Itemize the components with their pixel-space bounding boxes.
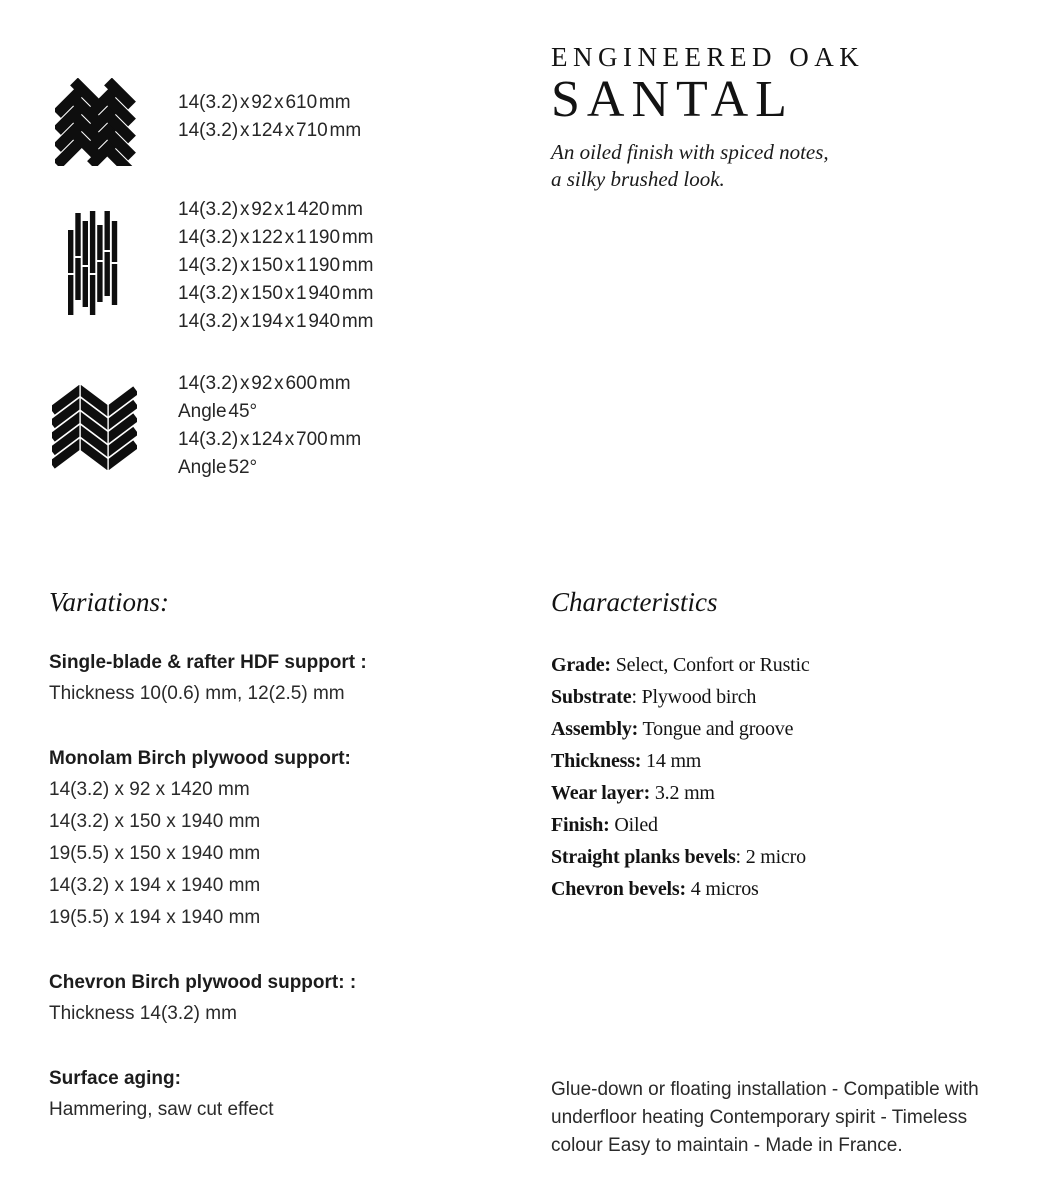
variation-heading: Monolam Birch plywood support:: [49, 748, 351, 769]
variation-line: 14(3.2) x 194 x 1940 mm: [49, 875, 261, 896]
characteristic-value: 14 mm: [641, 750, 702, 772]
dimension-line: 14(3.2) x 150 x 1 940 mm: [178, 283, 374, 304]
characteristic-value: : Plywood birch: [631, 686, 757, 708]
characteristic-row: [551, 777, 810, 809]
characteristic-value: Tongue and groove: [638, 718, 794, 740]
characteristics-list: [551, 649, 810, 905]
characteristic-row: [551, 713, 810, 745]
characteristic-row: [551, 649, 810, 681]
dimension-line: 14(3.2) x 92 x 600 mm: [178, 373, 351, 394]
variation-section: [49, 744, 367, 934]
variation-line: 19(5.5) x 150 x 1940 mm: [49, 843, 261, 864]
variation-section: [49, 648, 367, 710]
installation-note-line: Glue-down or floating installation - Compatible with: [551, 1079, 979, 1100]
dimension-line: 14(3.2) x 92 x 610 mm: [178, 92, 351, 113]
characteristic-label: Thickness:: [551, 750, 642, 772]
tagline-line: a silky brushed look.: [551, 167, 725, 191]
characteristics-title: Characteristics: [551, 587, 718, 617]
characteristic-label: Substrate: [551, 686, 632, 708]
product-tagline: [551, 139, 864, 193]
characteristic-row: [551, 841, 810, 873]
characteristic-row: [551, 745, 810, 777]
dimension-line: 14(3.2) x 124 x 710 mm: [178, 120, 362, 141]
variation-line: Thickness 10(0.6) mm, 12(2.5) mm: [49, 683, 345, 704]
dimension-line: 14(3.2) x 92 x 1 420 mm: [178, 199, 363, 220]
variation-heading: Single-blade & rafter HDF support :: [49, 652, 367, 673]
herringbone-dimensions: [178, 89, 361, 145]
dimension-line: 14(3.2) x 122 x 1 190 mm: [178, 227, 374, 248]
characteristic-label: Straight planks bevels: [551, 846, 736, 868]
characteristic-value: : 2 micro: [735, 846, 806, 868]
variation-line: Thickness 14(3.2) mm: [49, 1003, 237, 1024]
characteristic-label: Chevron bevels:: [551, 878, 686, 900]
installation-note-line: colour Easy to maintain - Made in France.: [551, 1135, 903, 1156]
characteristic-value: 4 micros: [685, 878, 759, 900]
product-header: [551, 42, 864, 193]
planks-dimensions: [178, 196, 374, 336]
characteristic-value: 3.2 mm: [650, 782, 715, 804]
installation-note-line: underfloor heating Contemporary spirit - Timeless: [551, 1107, 968, 1128]
herringbone-icon: [55, 78, 137, 166]
characteristic-label: Wear layer:: [551, 782, 651, 804]
variation-line: 14(3.2) x 92 x 1420 mm: [49, 779, 250, 800]
chevron-icon: [52, 385, 137, 470]
variations-list: [49, 648, 367, 1126]
variations-title: Variations:: [49, 587, 170, 617]
collection-name: ENGINEERED OAK: [551, 42, 865, 72]
chevron-dimensions: [178, 370, 361, 482]
planks-icon: [68, 210, 118, 316]
characteristic-value: Oiled: [609, 814, 658, 836]
characteristic-label: Finish:: [551, 814, 610, 836]
characteristic-row: [551, 873, 810, 905]
tagline-line: An oiled finish with spiced notes,: [551, 140, 829, 164]
variation-heading: Chevron Birch plywood support: :: [49, 972, 357, 993]
characteristic-row: [551, 809, 810, 841]
characteristics-section: [551, 585, 810, 905]
characteristic-row: [551, 681, 810, 713]
characteristic-label: Grade:: [551, 654, 611, 676]
variation-line: Hammering, saw cut effect: [49, 1099, 274, 1120]
dimension-line: 14(3.2) x 124 x 700 mm: [178, 429, 362, 450]
variation-line: 14(3.2) x 150 x 1940 mm: [49, 811, 261, 832]
variation-heading: Surface aging:: [49, 1068, 181, 1089]
characteristic-label: Assembly:: [551, 718, 639, 740]
variation-line: 19(5.5) x 194 x 1940 mm: [49, 907, 261, 928]
installation-note: [551, 1076, 979, 1160]
dimension-line: 14(3.2) x 150 x 1 190 mm: [178, 255, 374, 276]
dimension-line: 14(3.2) x 194 x 1 940 mm: [178, 311, 374, 332]
product-name: SANTAL: [551, 71, 794, 128]
dimension-line: Angle 52°: [178, 457, 258, 478]
characteristic-value: Select, Confort or Rustic: [610, 654, 810, 676]
dimension-line: Angle 45°: [178, 401, 258, 422]
variation-section: [49, 1064, 367, 1126]
variation-section: [49, 968, 367, 1030]
